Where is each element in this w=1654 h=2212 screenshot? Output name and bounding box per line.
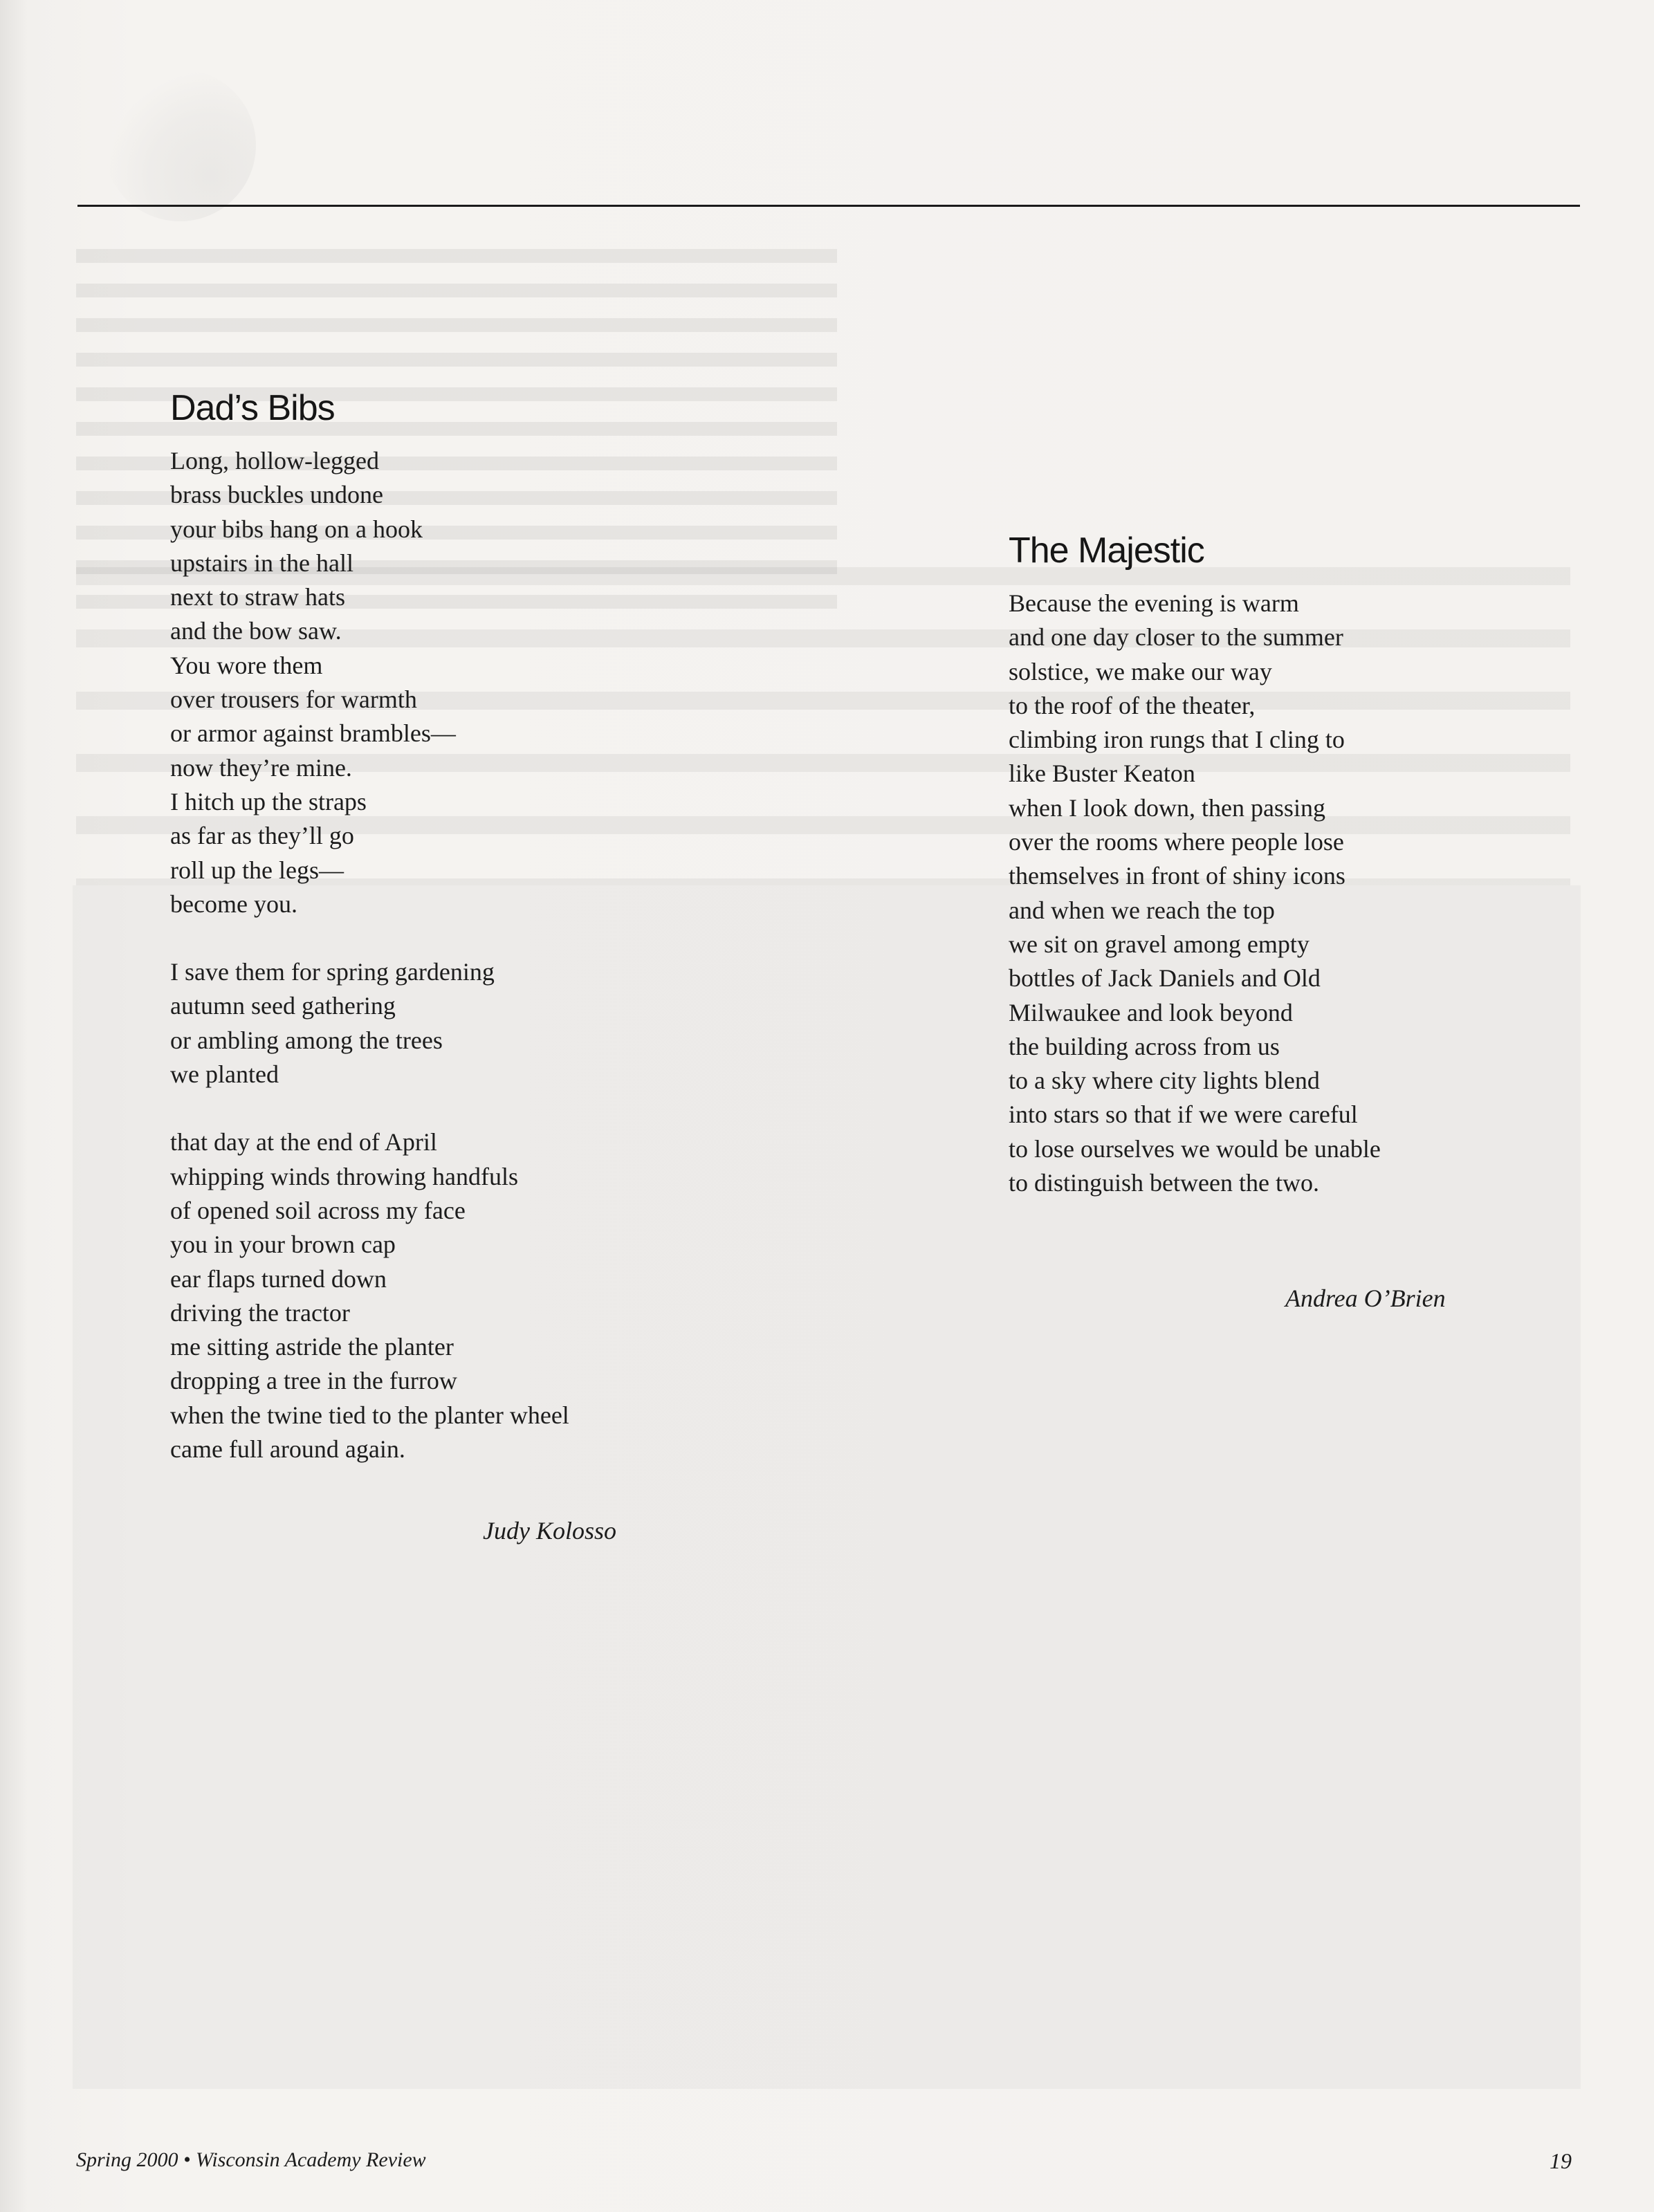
poem-line: as far as they’ll go <box>170 822 354 850</box>
poem-line: autumn seed gathering <box>170 992 396 1020</box>
poem-line: over trousers for warmth <box>170 685 417 714</box>
poem-author: Andrea O’Brien <box>1285 1284 1446 1312</box>
poem-line: become you. <box>170 890 297 918</box>
poem-line: or armor against brambles— <box>170 719 456 748</box>
poem-line: that day at the end of April <box>170 1128 437 1156</box>
stanza <box>170 1125 569 1466</box>
poem-line: to distinguish between the two. <box>1009 1169 1319 1197</box>
poem-line: Long, hollow-legged <box>170 447 379 474</box>
poem-body <box>170 444 569 1466</box>
stanza <box>170 955 569 1091</box>
poem-line: and when we reach the top <box>1009 896 1275 924</box>
poem-line: the building across from us <box>1009 1032 1280 1060</box>
poem-line: dropping a tree in the furrow <box>170 1367 457 1395</box>
stanza <box>170 444 569 921</box>
poem-dads-bibs <box>170 387 569 1500</box>
poem-line: or ambling among the trees <box>170 1026 443 1054</box>
poem-line: brass buckles undone <box>170 481 383 509</box>
poem-line: I save them for spring gardening <box>170 958 495 986</box>
poem-line: I hitch up the straps <box>170 787 367 815</box>
poem-line: we sit on gravel among empty <box>1009 930 1310 958</box>
poem-line: into stars so that if we were careful <box>1009 1100 1358 1129</box>
poem-line: your bibs hang on a hook <box>170 515 423 543</box>
poem-line: next to straw hats <box>170 583 345 611</box>
poem-line: and one day closer to the summer <box>1009 623 1343 652</box>
poem-line: like Buster Keaton <box>1009 759 1195 788</box>
poem-line: over the rooms where people lose <box>1009 828 1344 856</box>
poem-line: themselves in front of shiny icons <box>1009 862 1345 890</box>
poem-line: we planted <box>170 1060 279 1089</box>
poem-line: Milwaukee and look beyond <box>1009 998 1293 1026</box>
poem-line: roll up the legs— <box>170 856 344 884</box>
poem-line: when the twine tied to the planter wheel <box>170 1401 569 1429</box>
poem-line: to the roof of the theater, <box>1009 691 1256 719</box>
poem-title: Dad’s Bibs <box>170 388 335 428</box>
poem-line: upstairs in the hall <box>170 549 353 577</box>
header-rule <box>77 205 1580 207</box>
poem-line: bottles of Jack Daniels and Old <box>1009 964 1321 993</box>
poem-line: you in your brown cap <box>170 1231 396 1259</box>
poem-line: ear flaps turned down <box>170 1264 387 1293</box>
poem-line: You wore them <box>170 651 323 679</box>
poem-line: me sitting astride the planter <box>170 1333 454 1361</box>
page-number: 19 <box>1550 2148 1572 2173</box>
poem-line: now they’re mine. <box>170 753 352 782</box>
poem-line: Because the evening is warm <box>1009 589 1299 617</box>
show-through-logo <box>104 69 256 221</box>
poem-author: Judy Kolosso <box>483 1517 616 1545</box>
poem-line: to lose ourselves we would be unable <box>1009 1134 1381 1163</box>
poem-line: driving the tractor <box>170 1298 350 1327</box>
stanza <box>1009 587 1381 1200</box>
poem-line: climbing iron rungs that I cling to <box>1009 726 1345 754</box>
poem-line: of opened soil across my face <box>170 1196 466 1224</box>
poem-line: whipping winds throwing handfuls <box>170 1162 518 1190</box>
poem-line: when I look down, then passing <box>1009 793 1325 822</box>
poem-line: and the bow saw. <box>170 617 342 645</box>
poem-title: The Majestic <box>1009 531 1204 571</box>
publication-footer: Spring 2000 • Wisconsin Academy Review <box>76 2148 426 2171</box>
poem-line: to a sky where city lights blend <box>1009 1067 1320 1095</box>
poem-the-majestic <box>1009 530 1381 1234</box>
poem-line: came full around again. <box>170 1435 405 1464</box>
poem-body <box>1009 587 1381 1200</box>
poem-line: solstice, we make our way <box>1009 657 1272 685</box>
